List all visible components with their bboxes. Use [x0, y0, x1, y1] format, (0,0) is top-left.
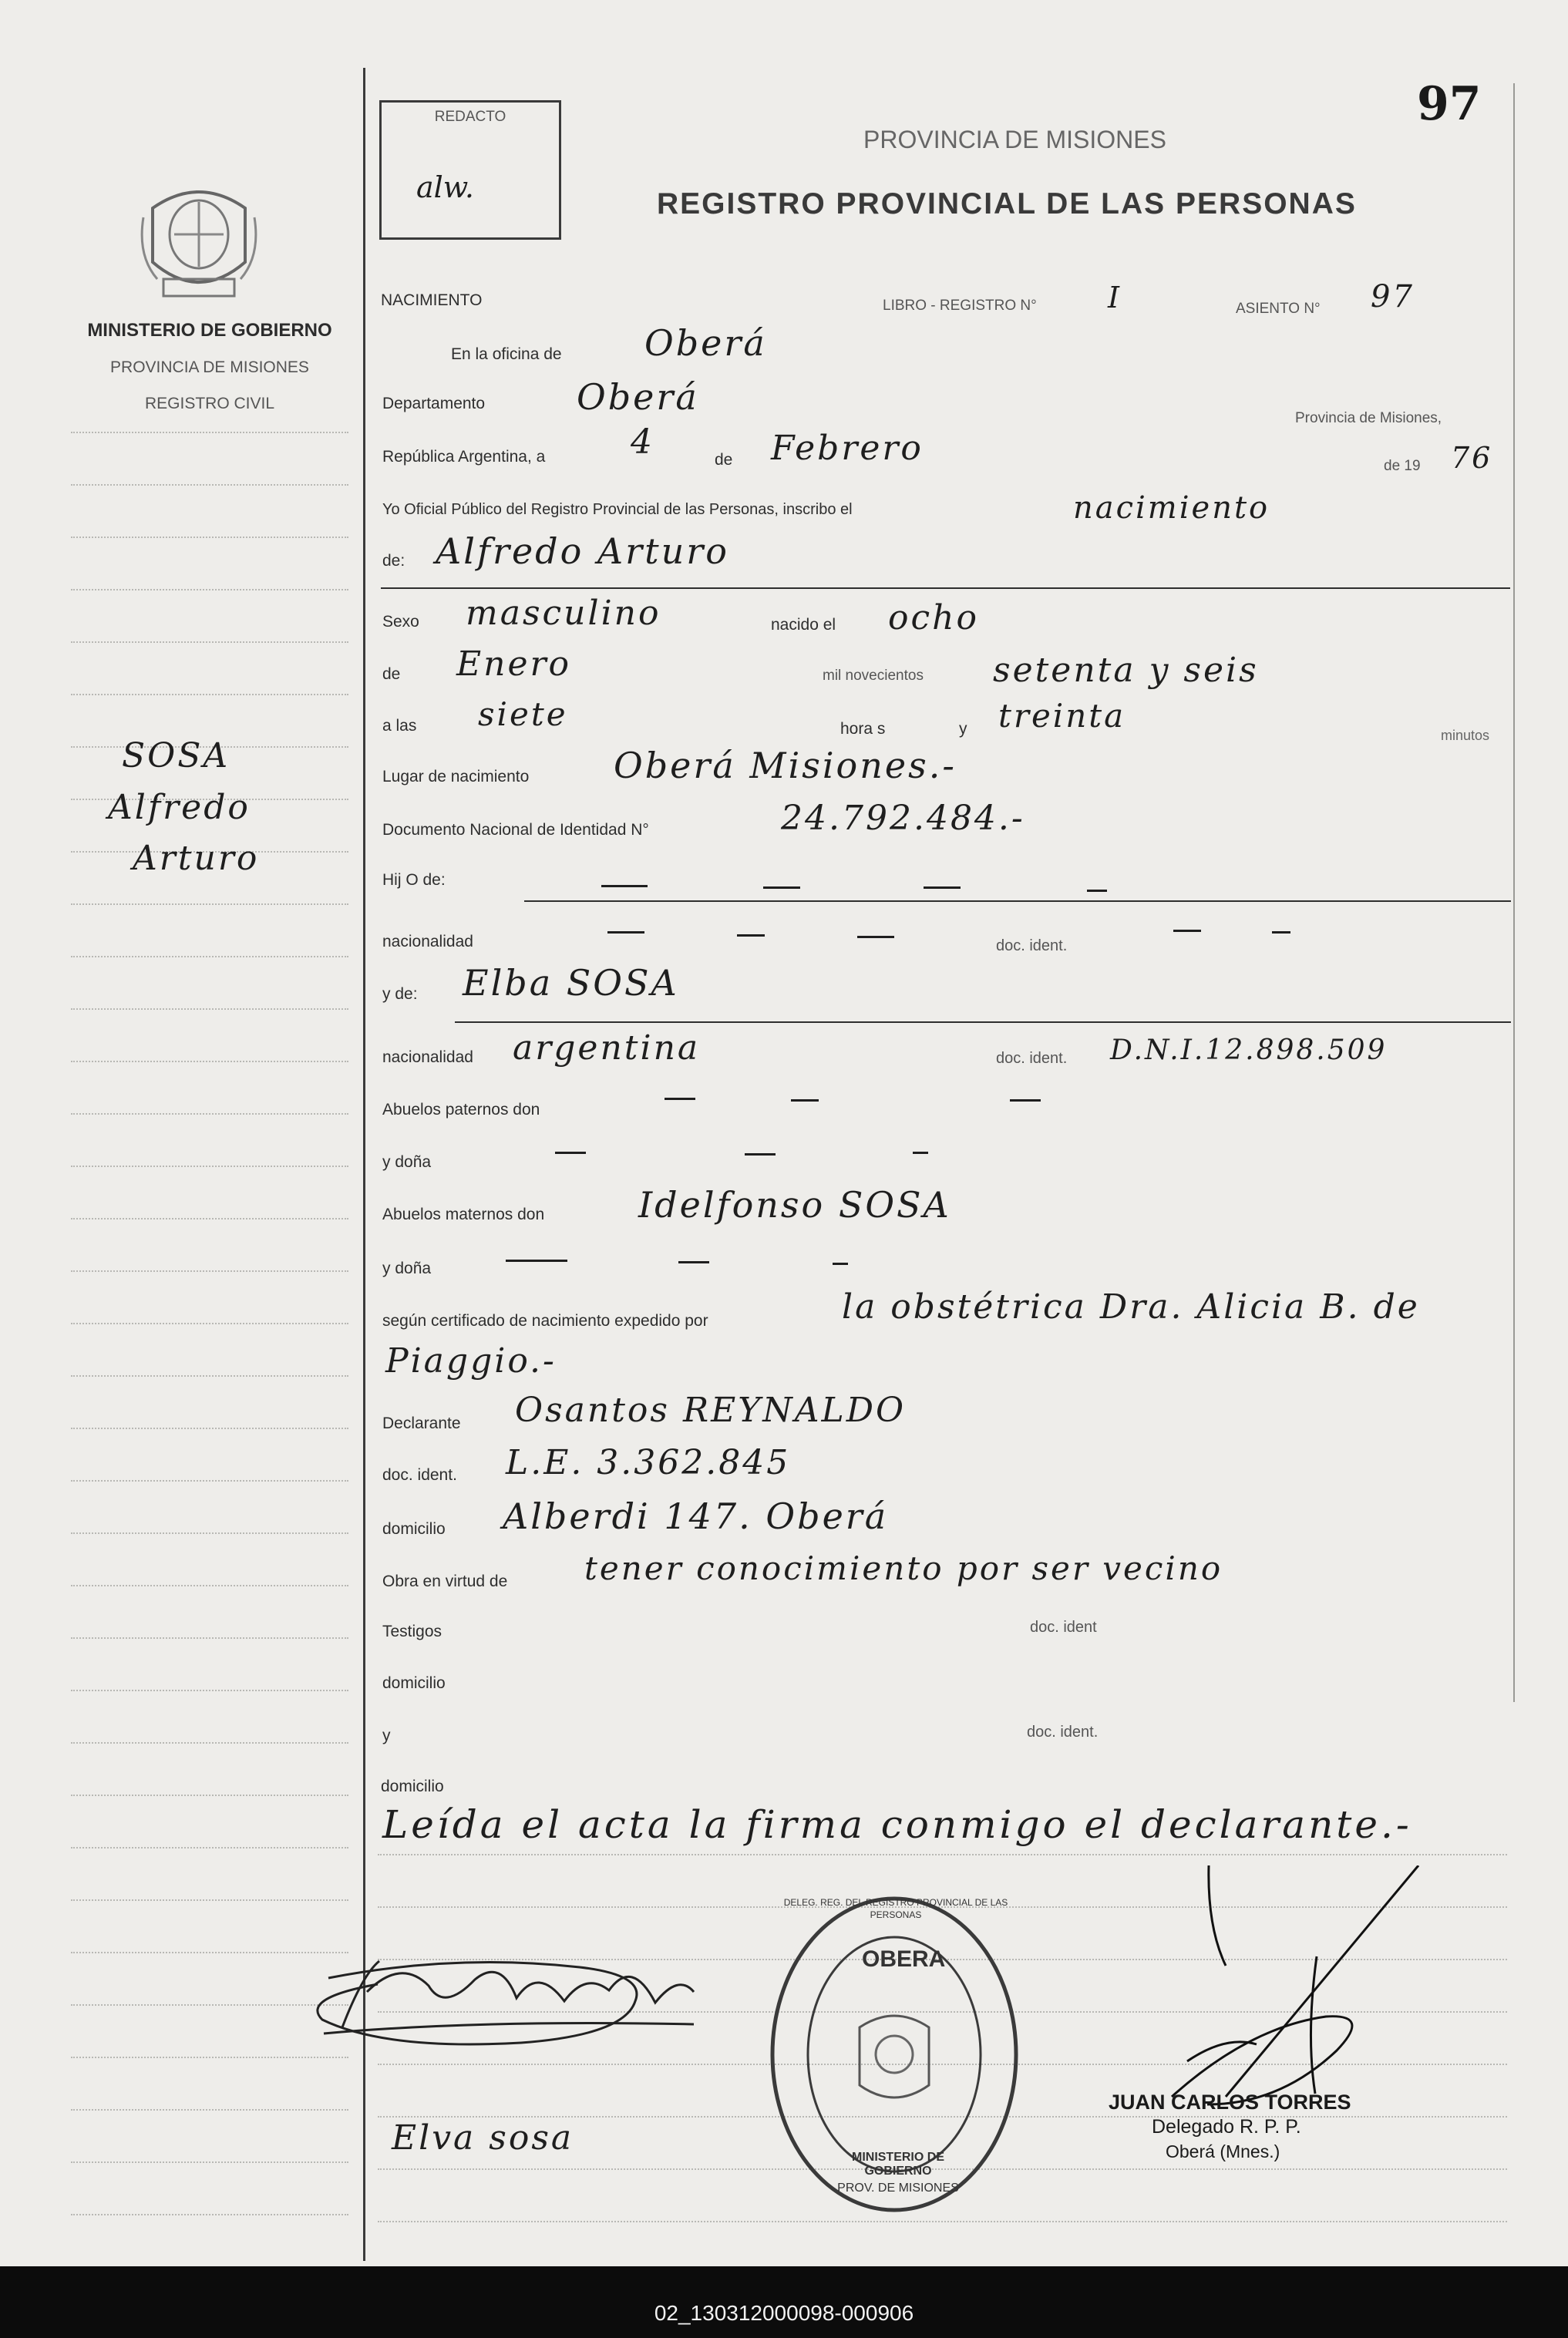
- margin-ruled-line: [71, 694, 348, 695]
- sexo-label: Sexo: [382, 613, 419, 631]
- docident2-label: doc. ident.: [996, 1050, 1068, 1067]
- declarante-value: Osantos REYNALDO: [515, 1391, 907, 1430]
- officer-signature: [1141, 1865, 1526, 2158]
- margin-ruled-line: [71, 484, 348, 486]
- minutos-label: minutos: [1441, 728, 1490, 743]
- yd2-dash-1: [506, 1260, 567, 1262]
- yd2-dash-3: [833, 1263, 848, 1265]
- nacido-mes-value: Enero: [456, 644, 572, 684]
- nac1-dash-3: [857, 936, 894, 938]
- seal-inner-text: MINISTERIO DE GOBIERNO: [851, 2151, 944, 2178]
- margin-given-name-1: Alfredo: [108, 788, 251, 827]
- docident2-value: D.N.I.12.898.509: [1110, 1034, 1388, 1066]
- asiento-label: ASIENTO N°: [1236, 301, 1321, 317]
- margin-ruled-line: [71, 1637, 348, 1639]
- departamento-value: Oberá: [577, 376, 699, 418]
- domicilio-value: Alberdi 147. Oberá: [503, 1495, 889, 1537]
- lugar-value: Oberá Misiones.-: [614, 745, 957, 786]
- doc1-dash-2: [1272, 931, 1290, 934]
- lugar-label: Lugar de nacimiento: [382, 768, 530, 786]
- obra-value: tener conocimiento por ser vecino: [584, 1549, 1223, 1587]
- sexo-value: masculino: [466, 594, 661, 633]
- redacto-stamp: [379, 100, 561, 240]
- margin-ruled-line: [71, 2109, 348, 2111]
- margin-ruled-line: [71, 903, 348, 905]
- provincia-label: Provincia de Misiones,: [1295, 410, 1442, 426]
- oficina-value: Oberá: [644, 322, 767, 364]
- de-nombre-label: de:: [382, 552, 405, 570]
- madre-rule: [455, 1021, 1511, 1023]
- domicilio-label: domicilio: [382, 1520, 446, 1538]
- abuelos-maternos-label: Abuelos maternos don: [382, 1206, 545, 1223]
- footer-id: 02_130312000098-000906: [654, 2301, 914, 2325]
- seal-bottom-text: PROV. DE MISIONES: [837, 2182, 959, 2195]
- nacido-dia-value: ocho: [888, 598, 979, 637]
- body-ruled-line: [378, 2221, 1507, 2222]
- margin-ruled-line: [71, 1480, 348, 1482]
- margin-ruled-line: [71, 1323, 348, 1324]
- yd2-dash-2: [678, 1261, 709, 1263]
- yd1-dash-2: [745, 1153, 776, 1156]
- registry-title: REGISTRO PROVINCIAL DE LAS PERSONAS: [657, 187, 1357, 220]
- testigos-label: Testigos: [382, 1623, 442, 1640]
- libro-label: LIBRO - REGISTRO N°: [883, 298, 1037, 314]
- right-margin-rule: [1513, 83, 1515, 1702]
- hora-value: siete: [478, 695, 568, 733]
- officer-title: Delegado R. P. P.: [1152, 2116, 1301, 2138]
- province-header: PROVINCIA DE MISIONES: [863, 126, 1166, 153]
- margin-given-name-2: Arturo: [133, 839, 260, 878]
- margin-ruled-line: [71, 589, 348, 590]
- margin-ruled-line: [71, 1218, 348, 1219]
- mil-novecientos-label: mil novecientos: [823, 668, 924, 684]
- margin-ruled-line: [71, 2161, 348, 2163]
- margin-ruled-line: [71, 1532, 348, 1534]
- minutos-value: treinta: [998, 697, 1126, 735]
- margin-ruled-line: [71, 1899, 348, 1901]
- record-type-label: NACIMIENTO: [381, 291, 483, 309]
- margin-ruled-line: [71, 1742, 348, 1744]
- margin-ruled-line: [71, 1428, 348, 1429]
- obra-label: Obra en virtud de: [382, 1573, 508, 1590]
- coat-of-arms-emblem: [137, 171, 261, 306]
- dia-value: 4: [631, 422, 654, 462]
- docident3-value: L.E. 3.362.845: [506, 1443, 791, 1482]
- declarante-signature: [293, 1927, 725, 2066]
- margin-ruled-line: [71, 956, 348, 957]
- ministry-name: MINISTERIO DE GOBIERNO: [87, 320, 332, 341]
- abp-dash-2: [791, 1099, 819, 1102]
- segun-label: según certificado de nacimiento expedido por: [382, 1312, 708, 1330]
- asiento-value: 97: [1371, 279, 1415, 315]
- y-label: y: [959, 720, 967, 738]
- docident4-label: doc. ident: [1030, 1619, 1097, 1636]
- redacto-initials: alw.: [416, 170, 474, 204]
- margin-ruled-line: [71, 1795, 348, 1796]
- anio-value: 76: [1451, 441, 1493, 475]
- domicilio2-label: domicilio: [382, 1674, 446, 1692]
- abuelos-maternos-value: Idelfonso SOSA: [638, 1184, 951, 1226]
- domicilio3-label: domicilio: [381, 1778, 444, 1795]
- margin-ruled-line: [71, 1375, 348, 1377]
- margin-ruled-line: [71, 1166, 348, 1167]
- ministry-civil-registry: REGISTRO CIVIL: [144, 395, 275, 412]
- officer-place: Oberá (Mnes.): [1166, 2141, 1280, 2161]
- madre-value: Elba SOSA: [463, 962, 679, 1004]
- dni-value: 24.792.484.-: [781, 799, 1025, 838]
- margin-ruled-line: [71, 1690, 348, 1691]
- segun-value-2: Piaggio.-: [385, 1341, 557, 1381]
- departamento-label: Departamento: [382, 395, 486, 412]
- oficial-value: nacimiento: [1073, 490, 1270, 526]
- de-label: de: [715, 451, 733, 469]
- margin-ruled-line: [71, 1008, 348, 1010]
- nacionalidad2-label: nacionalidad: [382, 1048, 473, 1066]
- padre-dash-4: [1087, 890, 1107, 892]
- declarante-label: Declarante: [382, 1415, 461, 1432]
- margin-ruled-line: [71, 1113, 348, 1115]
- page-number: 97: [1417, 77, 1482, 131]
- margin-ruled-line: [71, 432, 348, 433]
- margin-ruled-line: [71, 2214, 348, 2215]
- nombre-rule: [381, 587, 1510, 589]
- madre-signature: Elva sosa: [392, 2118, 574, 2158]
- nac1-dash-2: [737, 934, 765, 937]
- yd1-dash-1: [555, 1152, 586, 1154]
- mes-value: Febrero: [771, 429, 924, 468]
- de2-label: de: [382, 665, 401, 683]
- oficina-label: En la oficina de: [451, 345, 562, 363]
- leida-text: Leída el acta la firma conmigo el declarante.-: [382, 1802, 1412, 1847]
- libro-value: I: [1108, 281, 1122, 315]
- nacido-anio-value: setenta y seis: [993, 651, 1259, 690]
- margin-ruled-line: [71, 1270, 348, 1272]
- ydona1-label: y doña: [382, 1153, 432, 1171]
- margin-ruled-line: [71, 1585, 348, 1586]
- margin-ruled-line: [71, 537, 348, 538]
- body-ruled-line: [378, 1854, 1507, 1855]
- nac1-dash-1: [607, 931, 644, 934]
- abp-dash-1: [665, 1098, 695, 1100]
- ydona2-label: y doña: [382, 1260, 432, 1277]
- margin-ruled-line: [71, 641, 348, 643]
- padre-dash-2: [763, 886, 800, 889]
- margin-ruled-line: [71, 1847, 348, 1849]
- hijo-label: Hij O de:: [382, 871, 446, 889]
- docident1-label: doc. ident.: [996, 937, 1068, 954]
- anio-label: de 19: [1384, 458, 1421, 474]
- nacionalidad1-label: nacionalidad: [382, 933, 473, 950]
- nombre-value: Alfredo Arturo: [436, 530, 729, 572]
- alas-label: a las: [382, 717, 417, 735]
- yde-label: y de:: [382, 985, 418, 1003]
- segun-value: la obstétrica Dra. Alicia B. de: [842, 1287, 1420, 1327]
- y2-label: y: [382, 1727, 391, 1744]
- republica-label: República Argentina, a: [382, 448, 546, 466]
- officer-name: JUAN CARLOS TORRES: [1109, 2091, 1351, 2114]
- margin-surname: SOSA: [122, 736, 230, 775]
- redacto-label: REDACTO: [434, 109, 506, 125]
- docident5-label: doc. ident.: [1027, 1724, 1099, 1741]
- docident3-label: doc. ident.: [382, 1466, 457, 1484]
- oficial-label: Yo Oficial Público del Registro Provincial de las Personas, inscribo el: [382, 501, 853, 518]
- ministry-province: PROVINCIA DE MISIONES: [110, 358, 309, 376]
- nacionalidad2-value: argentina: [513, 1028, 701, 1068]
- seal-center-text: OBERA: [862, 1946, 946, 1972]
- hora-label: hora s: [840, 720, 886, 738]
- yd1-dash-3: [913, 1152, 928, 1154]
- dni-label: Documento Nacional de Identidad N°: [382, 821, 649, 839]
- doc1-dash-1: [1173, 930, 1201, 932]
- padre-dash-1: [601, 885, 648, 887]
- abuelos-paternos-label: Abuelos paternos don: [382, 1101, 540, 1119]
- nacido-label: nacido el: [771, 616, 836, 634]
- padre-dash-3: [924, 886, 961, 889]
- margin-ruled-line: [71, 1061, 348, 1062]
- seal-ring-text: DELEG. REG. DEL REGISTRO PROVINCIAL DE LAS PERSONAS: [783, 1897, 1008, 1920]
- padre-rule: [524, 900, 1511, 902]
- abp-dash-3: [1010, 1099, 1041, 1102]
